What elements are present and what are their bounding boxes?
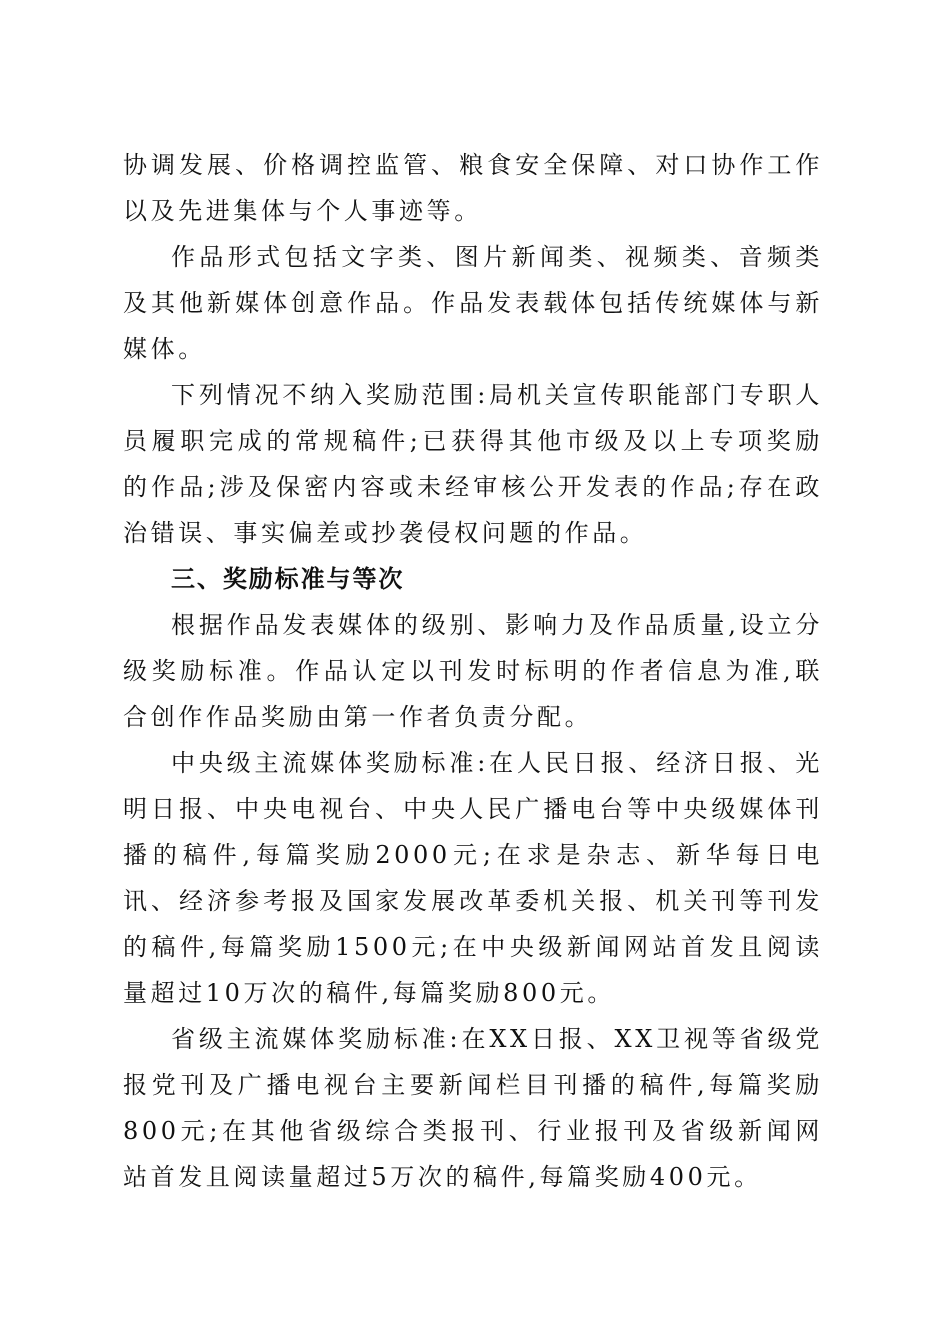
paragraph-work-forms: 作品形式包括文字类、图片新闻类、视频类、音频类及其他新媒体创意作品。作品发表载体包括传统媒体与新媒体。 <box>123 243 823 363</box>
document-body <box>123 142 823 1200</box>
paragraph-reward-basis: 根据作品发表媒体的级别、影响力及作品质量,设立分级奖励标准。作品认定以刊发时标明的作者信息为准,联合创作作品奖励由第一作者负责分配。 <box>123 611 823 731</box>
section-heading: 三、奖励标准与等次 <box>171 565 405 593</box>
paragraph-continuation: 协调发展、价格调控监管、粮食安全保障、对口协作工作以及先进集体与个人事迹等。 <box>123 151 823 225</box>
paragraph-exclusions: 下列情况不纳入奖励范围:局机关宣传职能部门专职人员履职完成的常规稿件;已获得其他市级及以上专项奖励的作品;涉及保密内容或未经审核公开发表的作品;存在政治错误、事实偏差或抄袭侵权问题的作品。 <box>123 381 823 547</box>
paragraph-provincial-media-reward: 省级主流媒体奖励标准:在XX日报、XX卫视等省级党报党刊及广播电视台主要新闻栏目刊播的稿件,每篇奖励800元;在其他省级综合类报刊、行业报刊及省级新闻网站首发且阅读量超过5万次的稿件,每篇奖励400元。 <box>123 1025 823 1191</box>
paragraph-central-media-reward: 中央级主流媒体奖励标准:在人民日报、经济日报、光明日报、中央电视台、中央人民广播电台等中央级媒体刊播的稿件,每篇奖励2000元;在求是杂志、新华每日电讯、经济参考报及国家发展改革委机关报、机关刊等刊发的稿件,每篇奖励1500元;在中央级新闻网站首发且阅读量超过10万次的稿件,每篇奖励800元。 <box>123 749 823 1007</box>
